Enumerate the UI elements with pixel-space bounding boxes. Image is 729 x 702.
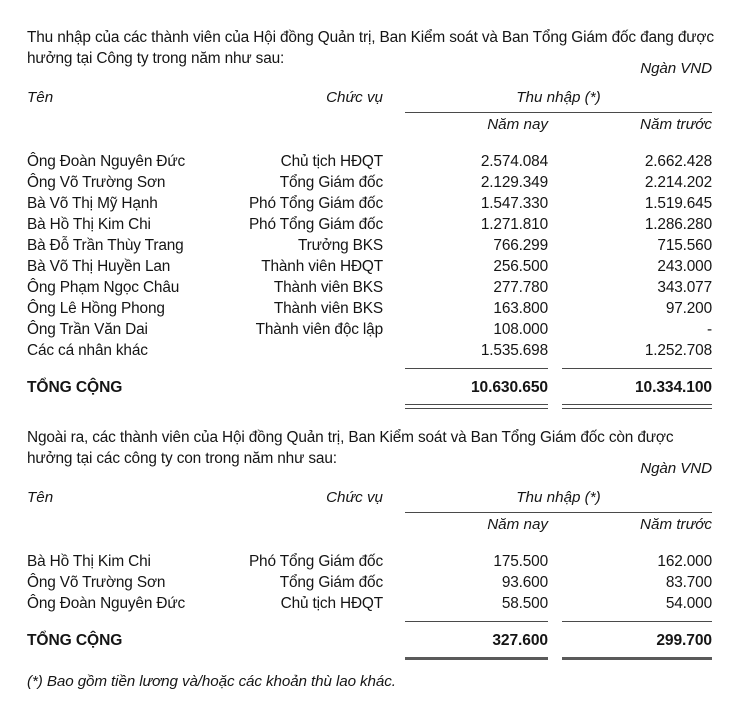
cell-current: 1.547.330 xyxy=(480,195,548,212)
total-rule-below-col2-b xyxy=(562,408,712,409)
table-row xyxy=(0,553,729,574)
header-rule xyxy=(405,112,712,113)
cell-role: Chủ tịch HĐQT xyxy=(280,595,383,612)
column-header-year-previous: Năm trước xyxy=(640,516,712,533)
cell-previous: 54.000 xyxy=(665,595,712,612)
table-row xyxy=(0,279,729,300)
column-header-name: Tên xyxy=(27,89,54,106)
total-rule-below-col1-b xyxy=(405,408,548,409)
cell-previous: 715.560 xyxy=(657,237,712,254)
table-row xyxy=(0,595,729,616)
total-rule-below-col1 xyxy=(405,657,548,660)
cell-previous: 1.252.708 xyxy=(644,342,712,359)
table-row xyxy=(0,321,729,342)
cell-current: 2.129.349 xyxy=(480,174,548,191)
cell-name: Ông Lê Hồng Phong xyxy=(27,300,165,317)
column-header-role: Chức vụ xyxy=(326,489,383,506)
total-current: 327.600 xyxy=(492,632,548,649)
total-rule-below-col2-a xyxy=(562,404,712,405)
cell-name: Ông Phạm Ngọc Châu xyxy=(27,279,180,296)
cell-name: Ông Đoàn Nguyên Đức xyxy=(27,153,186,170)
cell-current: 175.500 xyxy=(493,553,548,570)
cell-current: 1.271.810 xyxy=(480,216,548,233)
income-table-company xyxy=(0,60,729,415)
cell-role: Thành viên độc lập xyxy=(255,321,383,338)
table2-header xyxy=(0,460,729,532)
total-rule-above-col1 xyxy=(405,621,548,622)
cell-role: Phó Tổng Giám đốc xyxy=(248,553,383,570)
units-label-table1: Ngàn VND xyxy=(640,60,712,77)
table2-body xyxy=(0,532,729,616)
intro-paragraph-2: Ngoài ra, các thành viên của Hội đồng Quản trị, Ban Kiểm soát và Ban Tổng Giám đốc còn được hưởng tại các công ty con trong năm như sau: xyxy=(27,429,678,468)
column-header-name: Tên xyxy=(27,489,54,506)
cell-name: Ông Võ Trường Sơn xyxy=(27,174,166,191)
total-previous: 299.700 xyxy=(656,632,712,649)
table2-total xyxy=(0,616,729,668)
cell-previous: 1.286.280 xyxy=(644,216,712,233)
table1-total xyxy=(0,363,729,415)
cell-name: Ông Trần Văn Dai xyxy=(27,321,148,338)
total-label: TỔNG CỘNG xyxy=(27,379,123,396)
cell-previous: 2.662.428 xyxy=(644,153,712,170)
intro-paragraph-1: Thu nhập của các thành viên của Hội đồng Quản trị, Ban Kiểm soát và Ban Tổng Giám đốc đang được hưởng tại Công ty trong năm như sau: xyxy=(27,29,719,68)
cell-name: Bà Hồ Thị Kim Chi xyxy=(27,216,151,233)
total-rule-below-col1-a xyxy=(405,404,548,405)
total-label: TỔNG CỘNG xyxy=(27,632,123,649)
cell-name: Bà Võ Thị Huyền Lan xyxy=(27,258,171,275)
cell-current: 108.000 xyxy=(493,321,548,338)
cell-role: Tổng Giám đốc xyxy=(279,574,383,591)
cell-name: Bà Hồ Thị Kim Chi xyxy=(27,553,151,570)
column-header-role: Chức vụ xyxy=(326,89,383,106)
table-row xyxy=(0,153,729,174)
cell-current: 58.500 xyxy=(501,595,548,612)
cell-previous: 2.214.202 xyxy=(644,174,712,191)
table-row xyxy=(0,342,729,363)
table-row xyxy=(0,216,729,237)
total-rule-below-col2 xyxy=(562,657,712,660)
column-header-year-current: Năm nay xyxy=(487,116,548,133)
table-row xyxy=(0,195,729,216)
cell-role: Thành viên HĐQT xyxy=(261,258,383,275)
column-header-income: Thu nhập (*) xyxy=(516,89,601,106)
cell-current: 2.574.084 xyxy=(480,153,548,170)
cell-previous: - xyxy=(707,321,712,338)
total-previous: 10.334.100 xyxy=(634,379,712,396)
cell-role: Trưởng BKS xyxy=(297,237,383,254)
column-header-year-current: Năm nay xyxy=(487,516,548,533)
cell-previous: 162.000 xyxy=(657,553,712,570)
table-row xyxy=(0,300,729,321)
cell-previous: 83.700 xyxy=(665,574,712,591)
cell-current: 277.780 xyxy=(493,279,548,296)
table-row xyxy=(0,174,729,195)
table-row xyxy=(0,258,729,279)
income-table-subsidiaries xyxy=(0,460,729,668)
cell-name: Ông Võ Trường Sơn xyxy=(27,574,166,591)
table1-body xyxy=(0,132,729,363)
cell-name: Bà Đỗ Trần Thùy Trang xyxy=(27,237,184,254)
units-label-table2: Ngàn VND xyxy=(640,460,712,477)
cell-previous: 97.200 xyxy=(665,300,712,317)
cell-role: Tổng Giám đốc xyxy=(279,174,383,191)
cell-role: Thành viên BKS xyxy=(273,300,383,317)
cell-role: Thành viên BKS xyxy=(273,279,383,296)
cell-current: 163.800 xyxy=(493,300,548,317)
cell-current: 256.500 xyxy=(493,258,548,275)
total-current: 10.630.650 xyxy=(470,379,548,396)
cell-current: 766.299 xyxy=(493,237,548,254)
total-rule-above-col2 xyxy=(562,621,712,622)
cell-previous: 343.077 xyxy=(657,279,712,296)
footnote: (*) Bao gồm tiền lương và/hoặc các khoản thù lao khác. xyxy=(27,673,396,691)
column-header-income: Thu nhập (*) xyxy=(516,489,601,506)
cell-name: Ông Đoàn Nguyên Đức xyxy=(27,595,186,612)
total-rule-above-col2 xyxy=(562,368,712,369)
cell-name: Bà Võ Thị Mỹ Hạnh xyxy=(27,195,158,212)
cell-current: 1.535.698 xyxy=(480,342,548,359)
header-rule xyxy=(405,512,712,513)
cell-role: Phó Tổng Giám đốc xyxy=(248,216,383,233)
total-rule-above-col1 xyxy=(405,368,548,369)
table-row xyxy=(0,574,729,595)
cell-previous: 1.519.645 xyxy=(644,195,712,212)
table-row xyxy=(0,237,729,258)
cell-name: Các cá nhân khác xyxy=(27,342,148,359)
cell-role: Chủ tịch HĐQT xyxy=(280,153,383,170)
table1-header xyxy=(0,60,729,132)
column-header-year-previous: Năm trước xyxy=(640,116,712,133)
cell-previous: 243.000 xyxy=(657,258,712,275)
cell-role: Phó Tổng Giám đốc xyxy=(248,195,383,212)
cell-current: 93.600 xyxy=(501,574,548,591)
